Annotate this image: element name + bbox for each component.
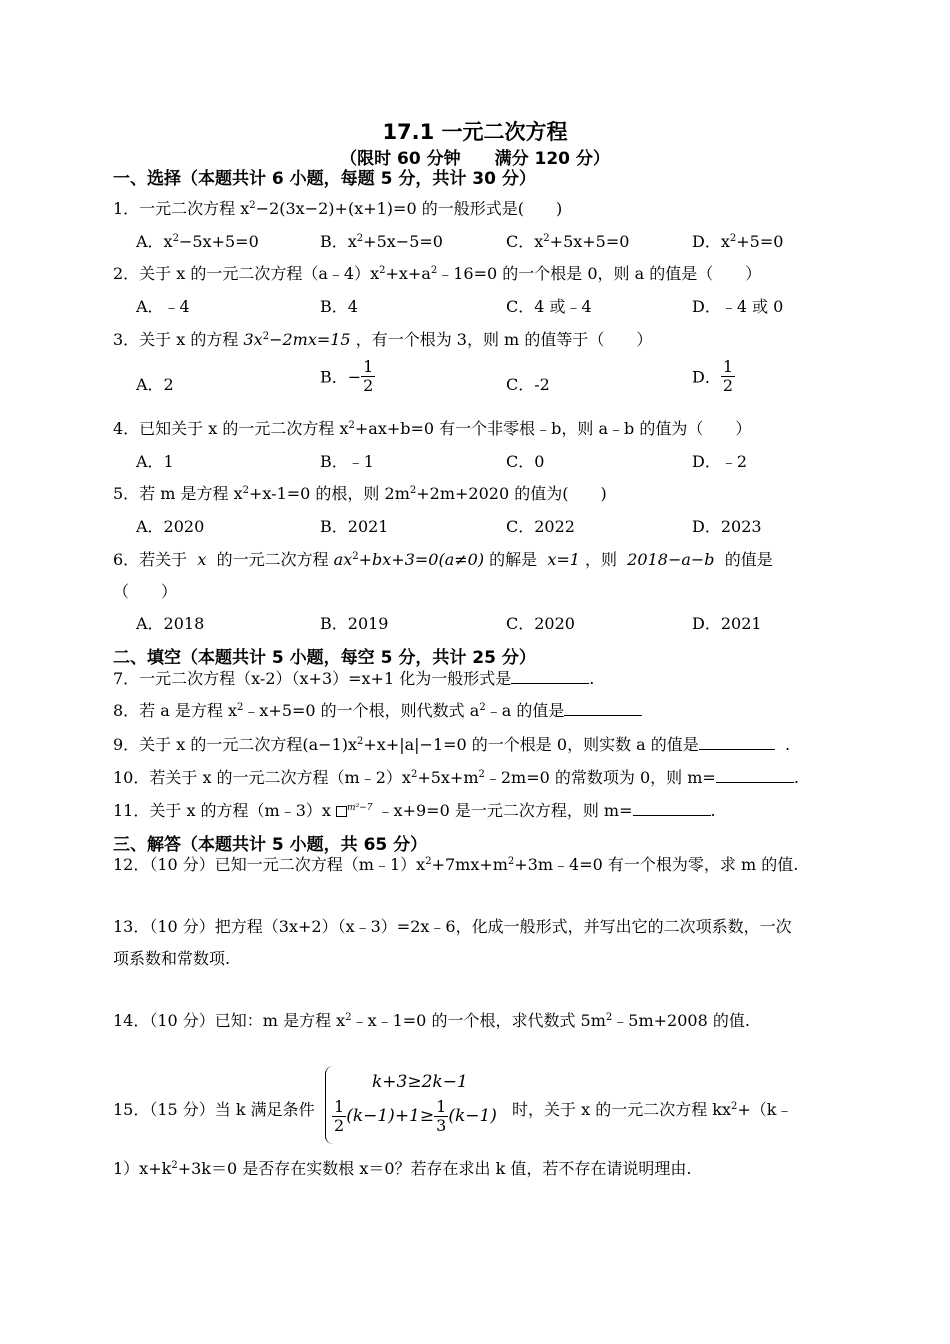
q5-option-c: C．2022 — [506, 517, 575, 536]
q5-option-b: B．2021 — [320, 517, 389, 536]
section-heading-3: 三、解答（本题共计 5 小题，共 65 分） — [113, 835, 428, 855]
question-1: 1．一元二次方程 $x^2-2(3x-2)+(x+1)=0$ 的一般形式是( ) — [113, 199, 563, 218]
q5-option-d: D．2023 — [692, 517, 762, 536]
page-subtitle: （限时 60 分钟 满分 120 分） — [340, 149, 610, 169]
section-heading-1: 一、选择（本题共计 6 小题，每题 5 分，共计 30 分） — [113, 169, 536, 189]
question-15-tail: 时，关于 x 的一元二次方程 $kx^2+(k﹣$ — [512, 1100, 793, 1119]
q2-option-c: C．4 或﹣4 — [506, 297, 592, 316]
question-2: 2．关于 x 的一元二次方程$(a﹣4)x^2+x+a^2﹣16=0$ 的一个根是 0，则 a 的值是（ ） — [113, 264, 762, 283]
q6-option-a: A．2018 — [136, 614, 205, 633]
question-3: 3．关于 x 的方程 $3x^2-2mx=15$ ，有一个根为 3，则 m 的值等于（ ） — [113, 330, 653, 349]
question-4: 4．已知关于 x 的一元二次方程 $x^2+ax+b=0$ 有一个非零根﹣b，则 a﹣b 的值为（ ） — [113, 419, 752, 438]
q4-option-b: B．﹣1 — [320, 452, 374, 471]
question-7: 7．一元二次方程（x-2）（x+3）=x+1 化为一般形式是 . — [113, 669, 595, 688]
question-8: 8．若 a 是方程 $x^2﹣x+5=0$ 的一个根，则代数式 $a^2﹣a$ 的值是 — [113, 698, 642, 721]
q6-option-d: D．2021 — [692, 614, 762, 633]
q1-option-d: D．$x^2+5=0$ — [692, 232, 784, 251]
q4-option-d: D．﹣2 — [692, 452, 748, 471]
section-heading-2: 二、填空（本题共计 5 小题，每空 5 分，共计 25 分） — [113, 648, 536, 668]
question-10: 10．若关于 x 的一元二次方程$(m﹣2)x^2+5x+m^2﹣2m=0$ 的常数项为 0，则 m= . — [113, 768, 799, 787]
question-11: 11．关于 x 的方程（m﹣3）x $^{m^2-7}$ ﹣x+9=0 是一元二次方程，则 m= . — [113, 801, 716, 820]
q6-option-b: B．2019 — [320, 614, 389, 633]
question-13-line1: 13．（10 分）把方程（3x+2）（x﹣3）=2x﹣6，化成一般形式，并写出它的二次项系数，一次 — [113, 917, 792, 936]
question-15-line2: $1)x+k^2+3k=0$ 是否存在实数根 x＝0？若存在求出 k 值，若不存在请说明理由. — [113, 1159, 692, 1178]
q2-option-d: D．﹣4 或 0 — [692, 297, 784, 316]
placeholder-box-icon — [336, 806, 347, 817]
q3-option-b: B．− $\frac{1}{2}$ — [320, 357, 374, 395]
q2-option-b: B．4 — [320, 297, 358, 316]
q4-option-a: A．1 — [136, 452, 174, 471]
question-14: 14．（10 分）已知：m 是方程 $x^2﹣x﹣1=0$ 的一个根，求代数式 $5m^2﹣5m+2008$ 的值. — [113, 1011, 750, 1030]
q3-option-d: D． $\frac{1}{2}$ — [692, 357, 734, 395]
question-13-line2: 项系数和常数项. — [113, 949, 231, 968]
page-title: 17.1 一元二次方程 — [382, 120, 568, 144]
question-5: 5．若 m 是方程 $x^2+x-1=0$ 的根，则 $2m^2+2m+2020$ 的值为( ) — [113, 484, 607, 503]
q1-option-a: A．$x^2-5x+5=0$ — [136, 232, 259, 251]
system-inequality-1: k+3≥2k−1 — [372, 1072, 468, 1092]
q2-option-a: A．﹣4 — [136, 297, 190, 316]
system-inequality-2: $\frac{1}{2}$ (k−1)+1≥ $\frac{1}{3}$ (k−1) — [334, 1097, 497, 1135]
q1-option-b: B．$x^2+5x-5=0$ — [320, 232, 443, 251]
q3-option-c: C．-2 — [506, 375, 550, 394]
q3-option-a: A．2 — [136, 375, 174, 394]
question-6-paren: （ ） — [113, 582, 178, 601]
question-9: 9．关于 x 的一元二次方程$(a-1)x^2+x+|a|-1=0$ 的一个根是 0，则实数 a 的值是 . — [113, 735, 791, 754]
q6-option-c: C．2020 — [506, 614, 575, 633]
question-6: 6．若关于 x 的一元二次方程 $ax^2+bx+3=0(a\ne 0)$ 的解是 x=1 ，则 2018−a−b 的值是 — [113, 550, 773, 569]
q4-option-c: C．0 — [506, 452, 545, 471]
q1-option-c: C．$x^2+5x+5=0$ — [506, 232, 630, 251]
question-12: 12．（10 分）已知一元二次方程$(m﹣1)x^2+7mx+m^2+3m﹣4=0$ 有一个根为零，求 m 的值. — [113, 855, 799, 874]
question-15-lead: 15．（15 分）当 k 满足条件 — [113, 1100, 315, 1119]
q5-option-a: A．2020 — [136, 517, 205, 536]
